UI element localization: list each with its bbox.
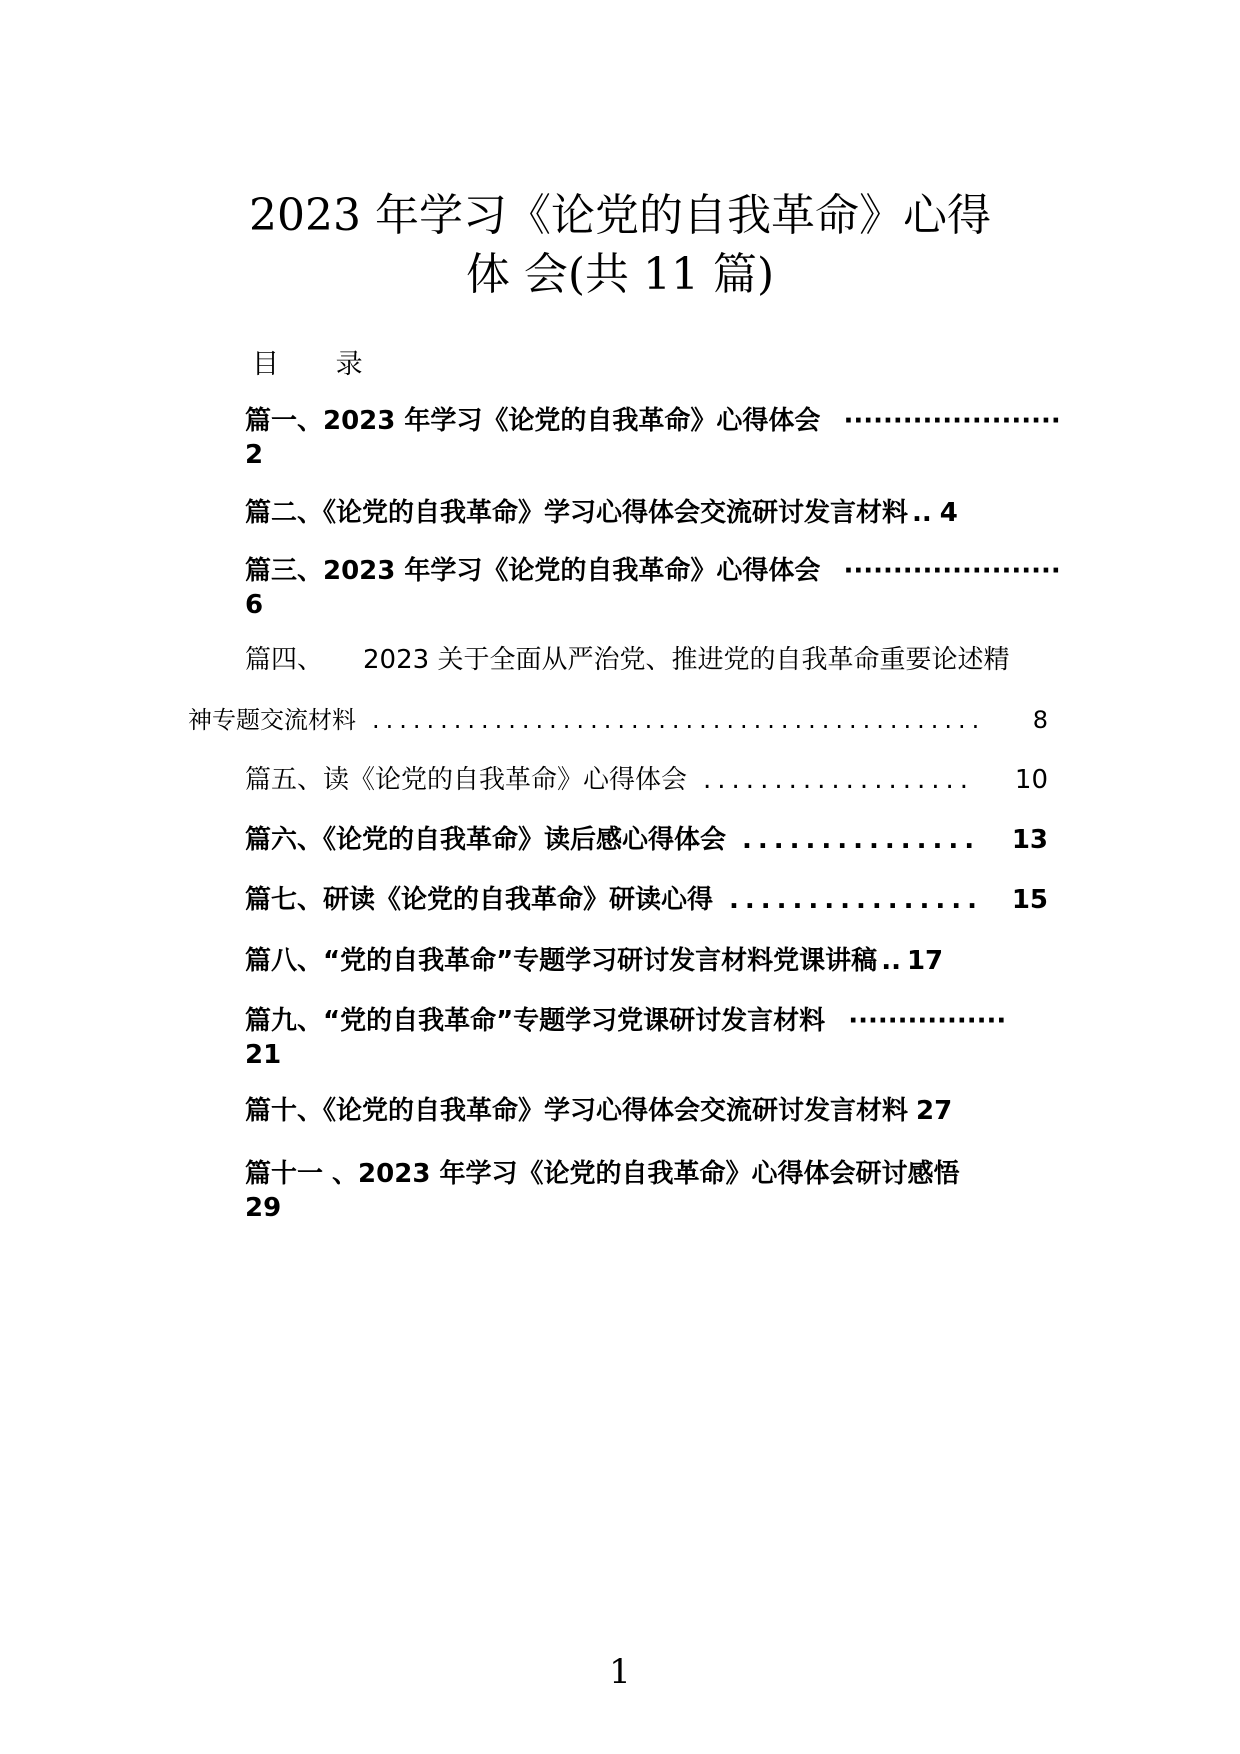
toc-entry-9[interactable] [245,1004,1006,1038]
toc-entry-label-cont: 2023 关于全面从严治党、推进党的自我革命重要论述精 [363,645,1010,675]
toc-entry-label: 篇五、读《论党的自我革命》心得体会 [245,765,688,795]
toc-entry-leader: ................ [729,885,984,915]
toc-entry-1[interactable] [245,404,1061,438]
toc-entry-9-page[interactable]: 21 [245,1040,282,1070]
toc-entry-3-page[interactable]: 6 [245,590,264,620]
toc-entry-page: 15 [1011,885,1048,915]
page-number: 1 [609,1652,631,1692]
toc-entry-11[interactable] [245,1157,959,1191]
toc-entry-label: 篇三、2023 年学习《论党的自我革命》心得体会 [245,556,821,586]
toc-entry-3[interactable] [245,554,1061,588]
toc-entry-4-line2[interactable] [188,703,1048,737]
toc-entry-label: 篇九、“党的自我革命”专题学习党课研讨发言材料 [245,1006,826,1036]
toc-entry-page: 17 [906,946,944,976]
toc-entry-page: 8 [1032,706,1048,734]
toc-entry-6[interactable] [245,823,1048,857]
toc-entry-label: 篇一、2023 年学习《论党的自我革命》心得体会 [245,406,821,436]
toc-entry-leader: ······················ [843,556,1061,586]
toc-heading: 目 录 [252,349,387,380]
toc-entry-label: 篇十、《论党的自我革命》学习心得体会交流研讨发言材料 [245,1096,909,1126]
toc-entry-1-page[interactable]: 2 [245,440,264,470]
toc-entry-page: 4 [939,498,958,528]
toc-entry-5[interactable] [245,763,1048,797]
toc-entry-leader: ............................................. [372,706,986,734]
toc-entry-8[interactable] [245,944,943,978]
document-title-line-2: 体 会(共 11 篇) [465,249,775,300]
toc-entry-label: 篇八、“党的自我革命”专题学习研讨发言材料党课讲稿 [245,946,878,976]
toc-entry-page: 27 [916,1096,953,1126]
toc-entry-leader: .. [912,498,932,528]
toc-entry-10[interactable] [245,1094,952,1128]
toc-entry-label: 篇七、研读《论党的自我革命》研读心得 [245,885,714,915]
toc-entry-label-line2: 神专题交流材料 [188,706,356,734]
toc-entry-4[interactable] [245,643,1009,677]
toc-entry-label: 篇十一 、2023 年学习《论党的自我革命》心得体会研讨感悟 [245,1159,960,1189]
toc-entry-leader: ............... [742,825,981,855]
document-title-line-1: 2023 年学习《论党的自我革命》心得 [249,190,991,241]
toc-entry-11-page[interactable]: 29 [245,1193,282,1223]
toc-entry-leader: ................... [703,765,975,795]
toc-entry-page: 13 [1011,825,1048,855]
toc-entry-label: 篇二、《论党的自我革命》学习心得体会交流研讨发言材料 [245,498,909,528]
toc-entry-leader: .. [881,946,901,976]
toc-entry-2[interactable] [245,496,958,530]
toc-entry-7[interactable] [245,883,1048,917]
toc-entry-page: 10 [1014,765,1048,795]
toc-entry-label: 篇四、 [245,645,324,675]
toc-entry-leader: ······················ [843,406,1061,436]
toc-entry-leader: ················ [848,1006,1007,1036]
toc-entry-label: 篇六、《论党的自我革命》读后感心得体会 [245,825,727,855]
